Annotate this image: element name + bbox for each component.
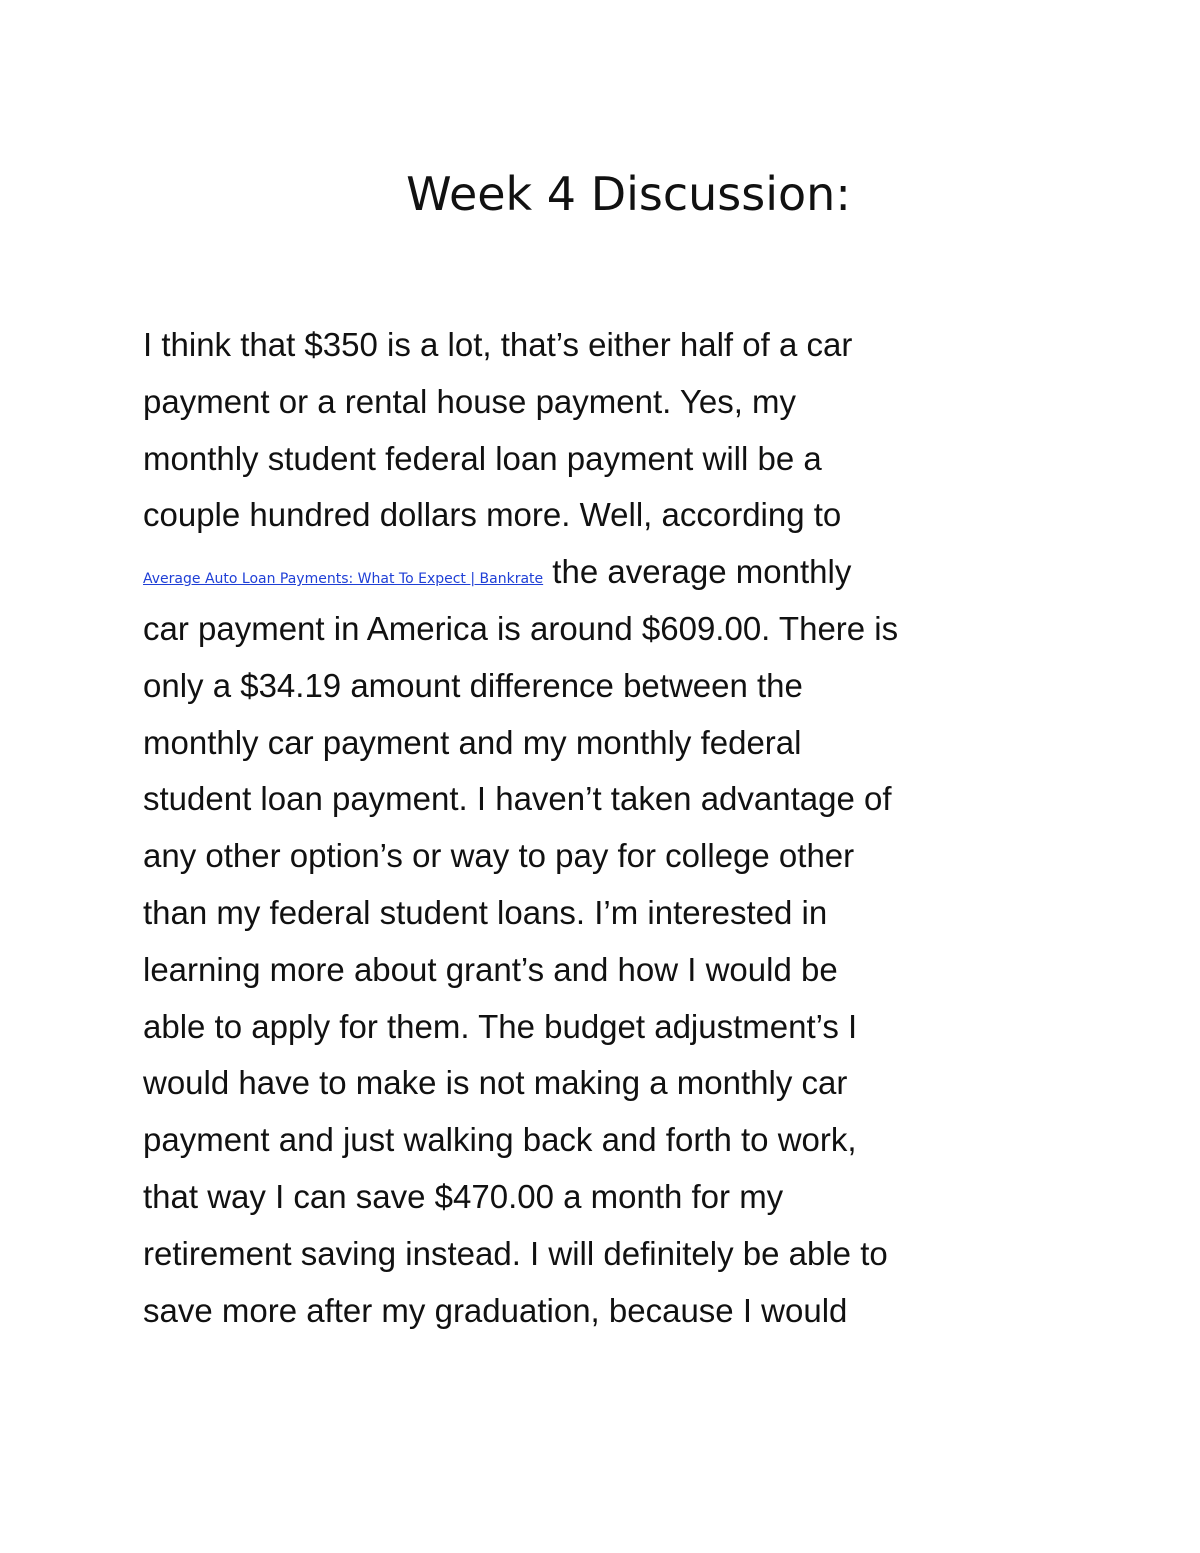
body-line: save more after my graduation, because I would <box>143 1291 848 1329</box>
body-line-with-link <box>143 544 1103 601</box>
discussion-body <box>143 317 1103 1339</box>
body-line: would have to make is not making a monthly car <box>143 1064 848 1102</box>
body-line: payment or a rental house payment. Yes, my <box>143 382 797 420</box>
body-line: monthly car payment and my monthly federal <box>143 723 802 761</box>
bankrate-source-link[interactable]: Average Auto Loan Payments: What To Expect | Bankrate <box>143 571 544 588</box>
body-line: couple hundred dollars more. Well, according to <box>143 496 842 534</box>
body-line: monthly student federal loan payment will be a <box>143 439 822 477</box>
body-line: car payment in America is around $609.00. There is <box>143 609 899 647</box>
body-line: learning more about grant’s and how I would be <box>143 950 838 988</box>
body-line: I think that $350 is a lot, that’s either half of a car <box>143 326 853 363</box>
link-line-text: the average monthly <box>543 553 852 591</box>
body-line: retirement saving instead. I will definitely be able to <box>143 1234 888 1272</box>
body-line: than my federal student loans. I’m interested in <box>143 893 828 931</box>
body-line: able to apply for them. The budget adjustment’s I <box>143 1007 858 1045</box>
body-line: that way I can save $470.00 a month for my <box>143 1177 784 1215</box>
body-line: any other option’s or way to pay for college other <box>143 837 855 875</box>
document-title: Week 4 Discussion: <box>406 167 851 221</box>
body-line: student loan payment. I haven’t taken advantage of <box>143 780 892 818</box>
body-line: payment and just walking back and forth to work, <box>143 1121 857 1159</box>
body-line: only a $34.19 amount difference between the <box>143 666 803 704</box>
